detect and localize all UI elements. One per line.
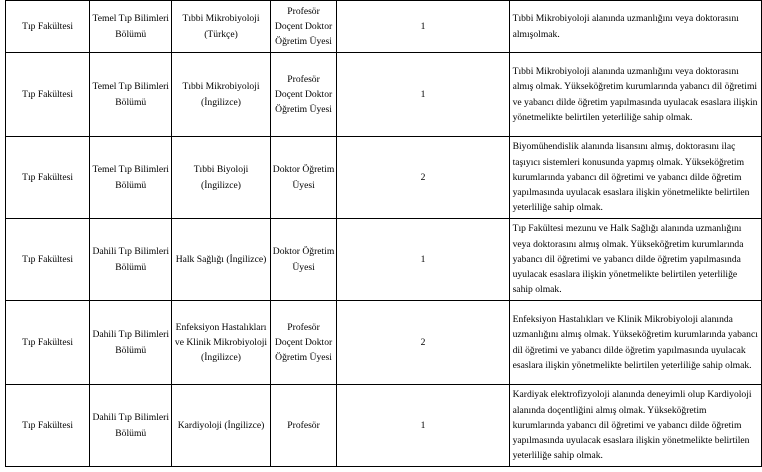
faculty-cell: Tıp Fakültesi xyxy=(6,301,90,385)
count-cell: 1 xyxy=(337,385,509,467)
count-cell: 2 xyxy=(337,137,509,219)
title-cell: Doktor Öğretim Üyesi xyxy=(270,219,337,301)
table-row xyxy=(6,53,762,137)
title-cell: Profesör xyxy=(270,385,337,467)
faculty-cell: Tıp Fakültesi xyxy=(6,385,90,467)
department-cell: Temel Tıp Bilimleri Bölümü xyxy=(90,53,172,137)
faculty-cell: Tıp Fakültesi xyxy=(6,219,90,301)
requirement-cell: Kardiyak elektrofizyoloji alanında deneyimli olup Kardiyoloji alanında doçentliğini almış olmak. Yükseköğretim kurumlarında yabancı dil öğretimi ve yabancı dilde öğretim yapılmasında uyulacak esaslara ilişkin yönetmelikte belirtilen yeterliliğe sahip olmak. xyxy=(509,385,761,467)
table-row xyxy=(6,301,762,385)
count-cell: 2 xyxy=(337,301,509,385)
count-cell: 1 xyxy=(337,53,509,137)
title-cell: Profesör Doçent Doktor Öğretim Üyesi xyxy=(270,53,337,137)
program-cell: Tıbbi Mikrobiyoloji (İngilizce) xyxy=(172,53,270,137)
table-row xyxy=(6,137,762,219)
table-row xyxy=(6,219,762,301)
department-cell: Dahili Tıp Bilimleri Bölümü xyxy=(90,385,172,467)
department-cell: Temel Tıp Bilimleri Bölümü xyxy=(90,137,172,219)
requirement-cell: Tıbbi Mikrobiyoloji alanında uzmanlığını veya doktorasını almışolmak. xyxy=(509,1,761,53)
table-row xyxy=(6,385,762,467)
requirement-cell: Tıp Fakültesi mezunu ve Halk Sağlığı alanında uzmanlığını veya doktorasını almış olmak. Yükseköğretim kurumlarında yabancı dil öğretimi ve yabancı dilde öğretim yapılmasında uyulacak esaslara ilişkin yönetmelikte belirtilen yeterliliğe sahip olmak. xyxy=(509,219,761,301)
faculty-cell: Tıp Fakültesi xyxy=(6,53,90,137)
program-cell: Halk Sağlığı (İngilizce) xyxy=(172,219,270,301)
program-cell: Kardiyoloji (İngilizce) xyxy=(172,385,270,467)
program-cell: Tıbbi Mikrobiyoloji (Türkçe) xyxy=(172,1,270,53)
department-cell: Temel Tıp Bilimleri Bölümü xyxy=(90,1,172,53)
program-cell: Enfeksiyon Hastalıkları ve Klinik Mikrobiyoloji (İngilizce) xyxy=(172,301,270,385)
title-cell: Profesör Doçent Doktor Öğretim Üyesi xyxy=(270,301,337,385)
faculty-cell: Tıp Fakültesi xyxy=(6,137,90,219)
table-row xyxy=(6,1,762,53)
program-cell: Tıbbi Biyoloji (İngilizce) xyxy=(172,137,270,219)
title-cell: Doktor Öğretim Üyesi xyxy=(270,137,337,219)
title-cell: Profesör Doçent Doktor Öğretim Üyesi xyxy=(270,1,337,53)
requirement-cell: Biyomühendislik alanında lisansını almış, doktorasını ilaç taşıyıcı sistemleri konusunda yapmış olmak. Yükseköğretim kurumlarında yabancı dil öğretimi ve yabancı dilde öğretim yapılmasında uyulacak esaslara ilişkin yönetmelikte belirtilen yeterliliğe sahip olmak. xyxy=(509,137,761,219)
faculty-cell: Tıp Fakültesi xyxy=(6,1,90,53)
positions-table xyxy=(5,0,762,467)
requirement-cell: Tıbbi Mikrobiyoloji alanında uzmanlığını veya doktorasını almış olmak. Yükseköğretim kurumlarında yabancı dil öğretimi ve yabancı dilde öğretim yapılmasında uyulacak esaslara ilişkin yönetmelikte belirtilen yeterliliğe sahip olmak. xyxy=(509,53,761,137)
department-cell: Dahili Tıp Bilimleri Bölümü xyxy=(90,301,172,385)
department-cell: Dahili Tıp Bilimleri Bölümü xyxy=(90,219,172,301)
requirement-cell: Enfeksiyon Hastalıkları ve Klinik Mikrobiyoloji alanında uzmanlığını almış olmak. Yükseköğretim kurumlarında yabancı dil öğretimi ve yabancı dilde öğretim yapılmasında uyulacak esaslara ilişkin yönetmelikte belirtilen yeterliliğe sahip olmak. xyxy=(509,301,761,385)
count-cell: 1 xyxy=(337,219,509,301)
count-cell: 1 xyxy=(337,1,509,53)
